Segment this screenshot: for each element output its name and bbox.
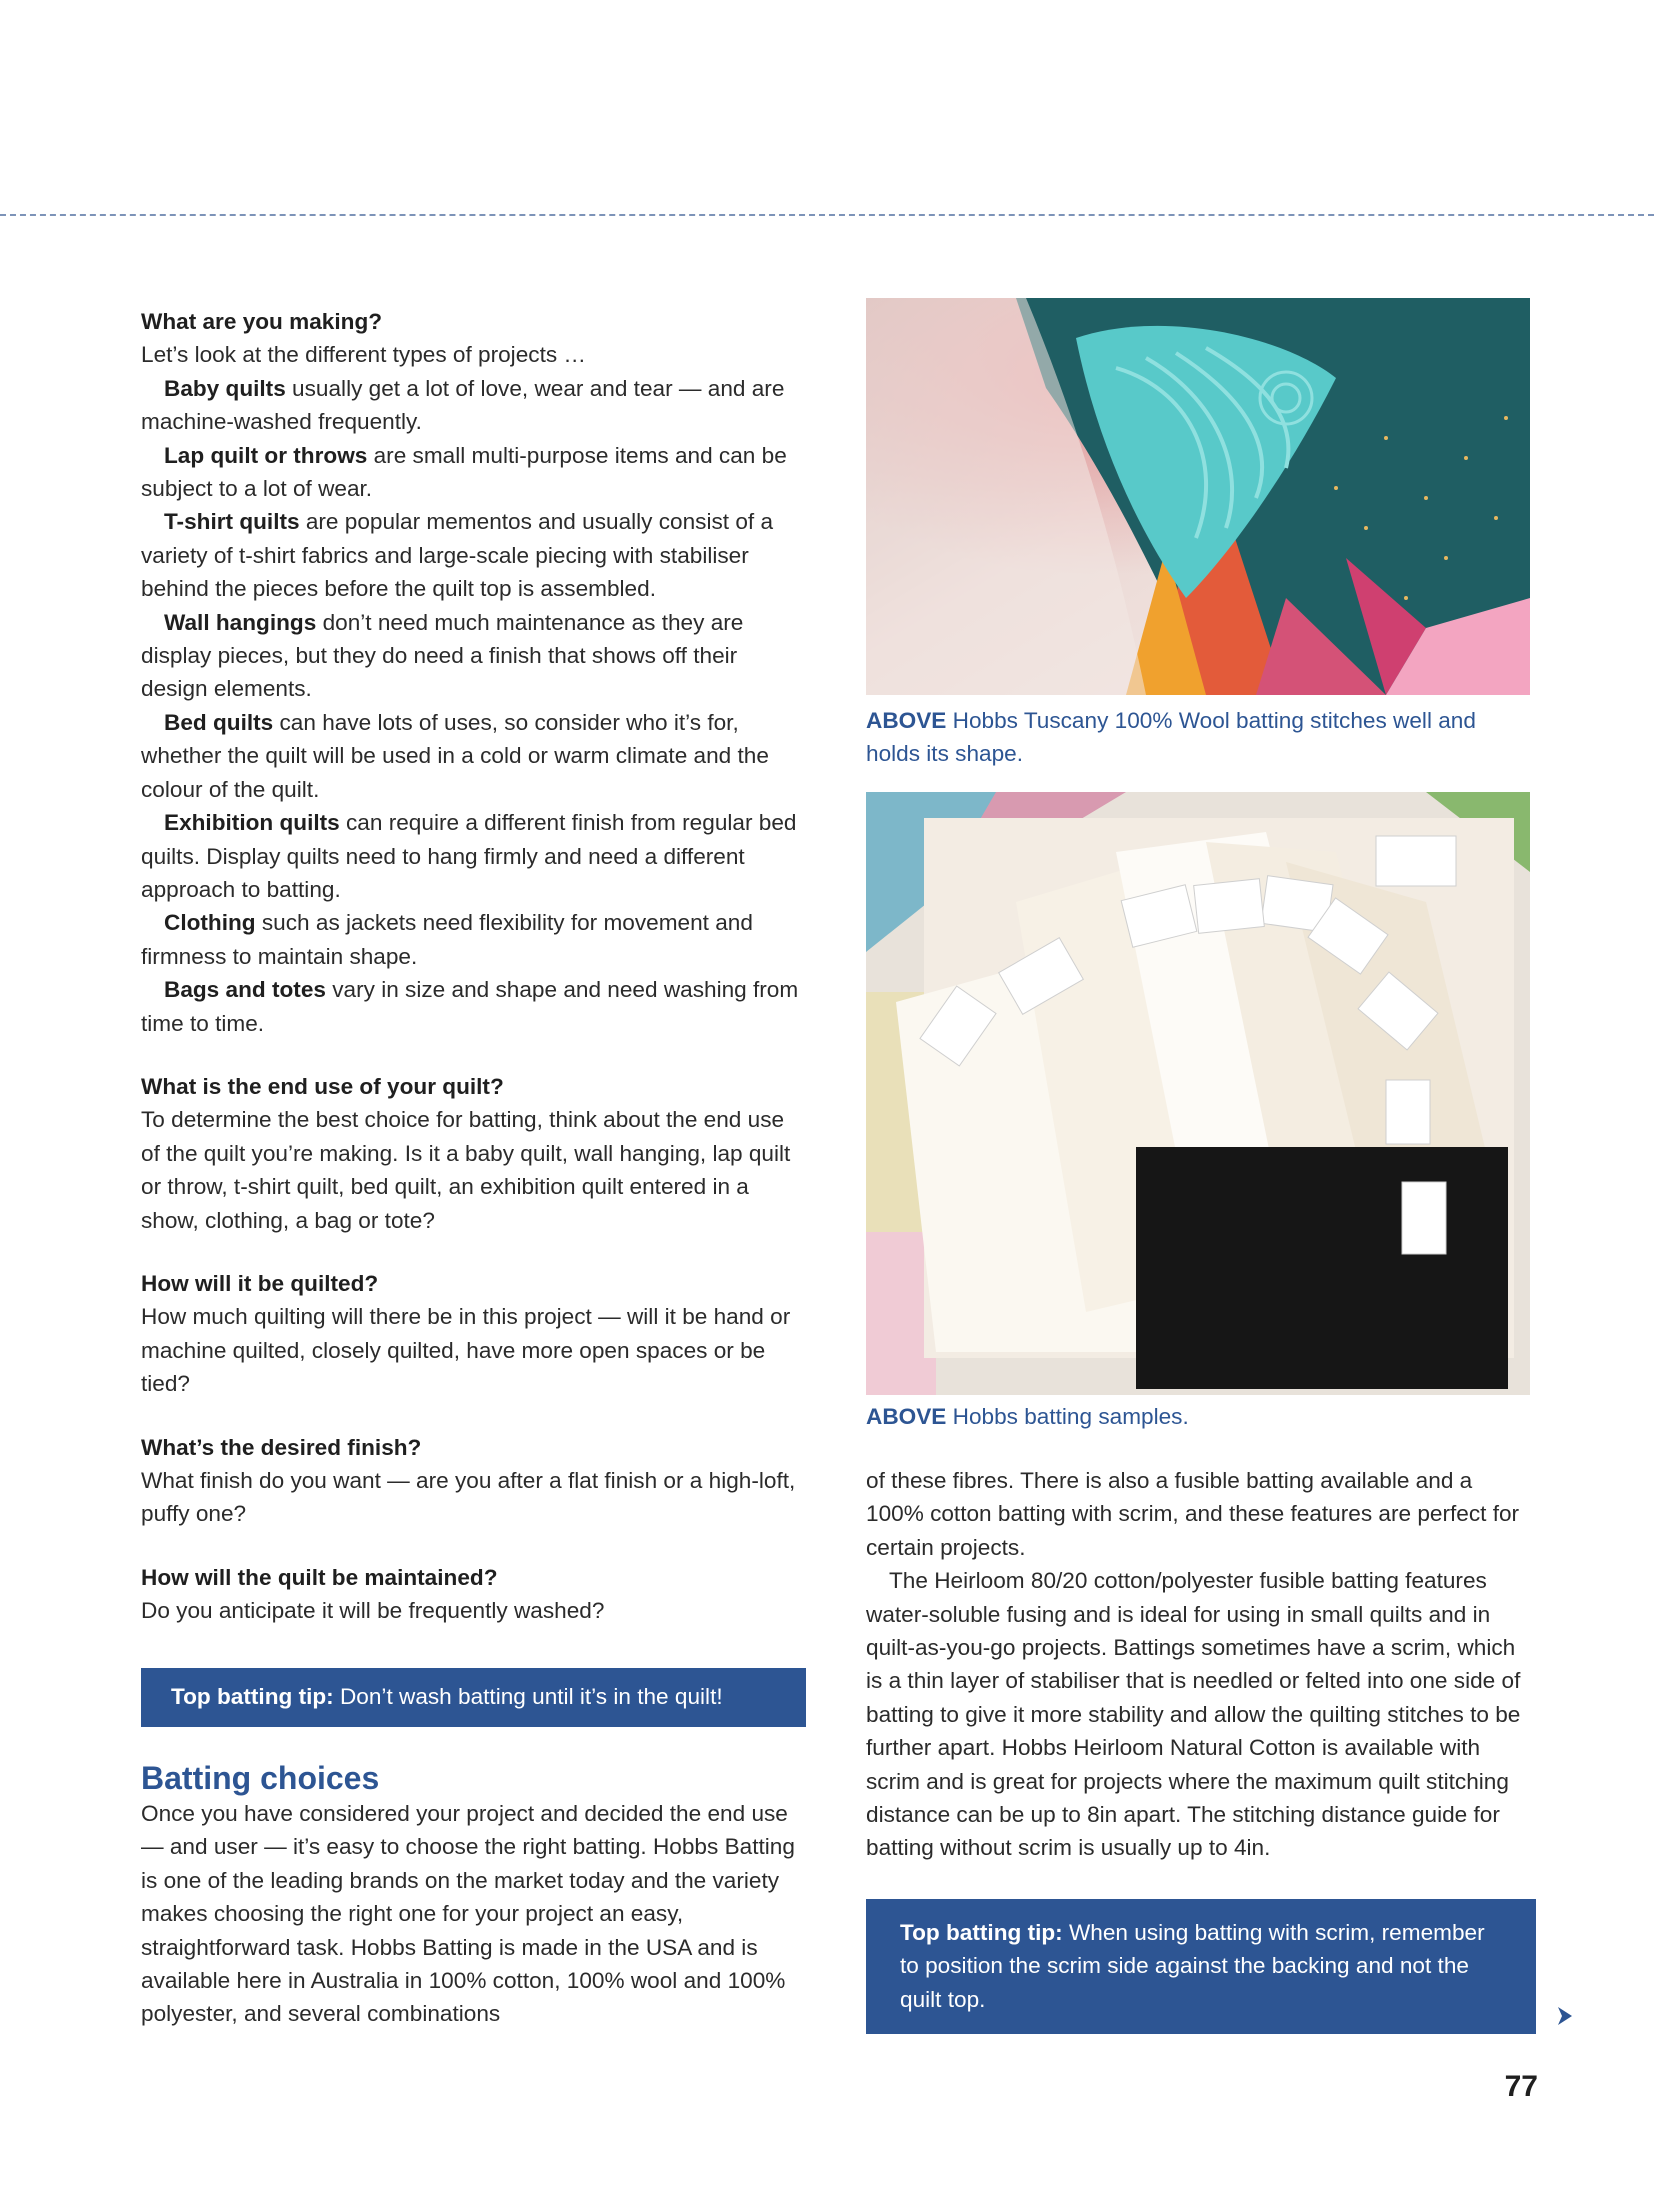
- project-type-text: are small multi-purpose items and can be subject to a lot of wear.: [141, 442, 787, 502]
- paragraph-finish: What finish do you want — are you after a flat finish or a high-loft, puffy one?: [141, 1468, 796, 1527]
- tip-text: Don’t wash batting until it’s in the quilt!: [333, 1683, 723, 1709]
- section-quilted: [141, 1267, 806, 1401]
- project-type-text: can have lots of uses, so consider who it’s for, whether the quilt will be used in a cold or warm climate and the colour of the quilt.: [141, 709, 769, 802]
- project-type-item: [141, 606, 806, 706]
- project-type-text: are popular mementos and usually consist of a variety of t-shirt fabrics and large-scale piecing with stabiliser behind the pieces before the quilt top is assembled.: [141, 509, 774, 602]
- paragraph-batting-choices: Once you have considered your project and decided the end use — and user — it’s easy to choose the right batting. Hobbs Batting is one of the leading brands on the market today and the variety makes choosing the right one for your project an easy, straightforward task. Hobbs Batting is made in the USA and is available here in Australia in 100% cotton, 100% wool and 100% polyester, and several combinations: [141, 1801, 795, 2027]
- chevron-right-icon[interactable]: [1557, 2006, 1573, 2031]
- photo-batting-samples: [866, 792, 1530, 1395]
- chevron-right-icon-graphic: [1557, 2006, 1573, 2026]
- caption-text: Hobbs batting samples.: [946, 1404, 1189, 1429]
- heading-end-use: What is the end use of your quilt?: [141, 1073, 504, 1099]
- heading-batting-choices: Batting choices: [141, 1760, 380, 1797]
- project-type-item: [141, 372, 806, 439]
- project-type-term: Clothing: [164, 910, 256, 936]
- photo-wool-batting-graphic: [866, 298, 1530, 695]
- caption-label: ABOVE: [866, 708, 947, 733]
- project-type-term: Wall hangings: [164, 609, 317, 635]
- project-type-term: T-shirt quilts: [164, 509, 300, 535]
- tip-box-scrim: [866, 1899, 1536, 2034]
- paragraph-quilted: How much quilting will there be in this project — will it be hand or machine quilted, closely quilted, have more open spaces or be tied?: [141, 1304, 791, 1397]
- section-maintained: [141, 1561, 806, 1628]
- project-type-item: [141, 973, 806, 1040]
- project-type-item: [141, 505, 806, 605]
- photo-batting-samples-graphic: [866, 792, 1530, 1395]
- paragraph-end-use: To determine the best choice for batting, think about the end use of the quilt you’re making. Is it a baby quilt, wall hanging, lap quilt or throw, t-shirt quilt, bed quilt, an exhibition quilt entered in a show, clothing, a bag or tote?: [141, 1107, 791, 1233]
- paragraph-fibres: of these fibres. There is also a fusible batting available and a 100% cotton batting with scrim, and these features are perfect for certain projects.: [866, 1468, 1520, 1560]
- heading-finish: What’s the desired finish?: [141, 1434, 422, 1460]
- project-type-term: Exhibition quilts: [164, 810, 340, 836]
- project-type-text: can require a different finish from regular bed quilts. Display quilts need to hang firmly and need a different approach to batting.: [141, 810, 797, 902]
- page-number: 77: [1504, 2070, 1538, 2103]
- left-column: [141, 305, 806, 2031]
- photo-wool-batting: [866, 298, 1530, 695]
- caption-text: Hobbs Tuscany 100% Wool batting stitches well and holds its shape.: [866, 708, 1476, 767]
- tip-label: Top batting tip:: [171, 1683, 334, 1709]
- project-type-item: [141, 806, 806, 906]
- project-type-term: Baby quilts: [164, 375, 286, 401]
- intro-paragraph: Let’s look at the different types of projects …: [141, 342, 587, 368]
- paragraph-maintained: Do you anticipate it will be frequently washed?: [141, 1598, 605, 1624]
- project-type-text: usually get a lot of love, wear and tear — and are machine-washed frequently.: [141, 375, 785, 435]
- heading-what-are-you-making: What are you making?: [141, 309, 383, 334]
- project-type-item: [141, 706, 806, 806]
- project-type-text: don’t need much maintenance as they are display pieces, but they do need a finish that shows off their design elements.: [141, 609, 744, 702]
- right-column-body: [866, 1464, 1536, 1865]
- caption-label: ABOVE: [866, 1404, 947, 1429]
- tip-text: When using batting with scrim, remember to position the scrim side against the backing and not the quilt top.: [900, 1920, 1485, 2012]
- tip-label: Top batting tip:: [900, 1920, 1063, 1945]
- project-type-item: [141, 906, 806, 973]
- project-type-term: Bags and totes: [164, 977, 326, 1003]
- project-type-text: vary in size and shape and need washing from time to time.: [141, 977, 799, 1036]
- project-type-item: [141, 439, 806, 506]
- caption-batting-samples: [866, 1400, 1536, 1433]
- section-finish: [141, 1431, 806, 1531]
- project-type-term: Bed quilts: [164, 709, 274, 735]
- heading-quilted: How will it be quilted?: [141, 1270, 379, 1296]
- heading-maintained: How will the quilt be maintained?: [141, 1564, 498, 1590]
- project-type-text: such as jackets need flexibility for movement and firmness to maintain shape.: [141, 910, 753, 969]
- header-dashed-rule: [0, 214, 1654, 216]
- paragraph-heirloom: The Heirloom 80/20 cotton/polyester fusible batting features water-soluble fusing and is ideal for using in small quilts and in quilt-as-you-go projects. Battings sometimes have a scrim, which is a thin layer of stabiliser that is needled or felted into one side of batting to give it more stability and allow the quilting stitches to be further apart. Hobbs Heirloom Natural Cotton is available with scrim and is great for projects where the maximum quilt stitching distance can be up to 8in apart. The stitching distance guide for batting without scrim is usually up to 4in.: [866, 1568, 1521, 1861]
- tip-box: [141, 1668, 806, 1727]
- section-end-use: [141, 1070, 806, 1237]
- project-type-term: Lap quilt or throws: [164, 442, 368, 468]
- caption-wool-batting: [866, 704, 1536, 771]
